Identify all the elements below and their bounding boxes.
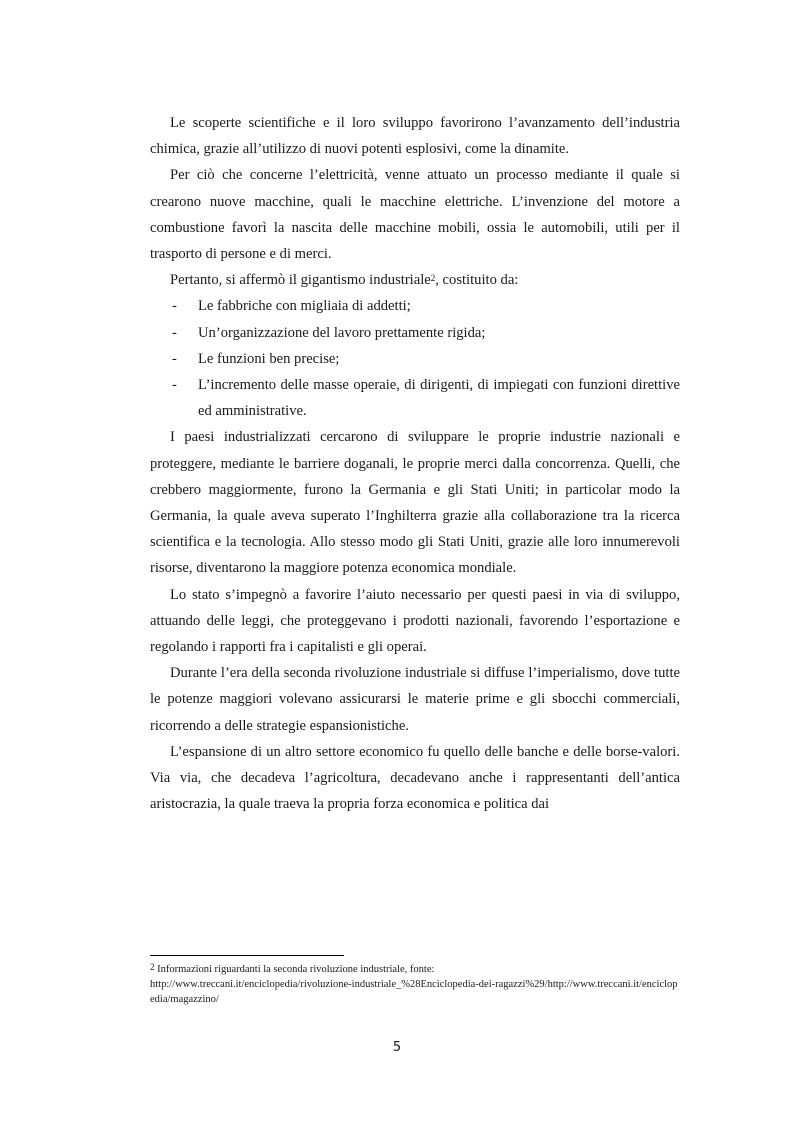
footnote-line	[150, 962, 680, 977]
paragraph: Durante l’era della seconda rivoluzione industriale si diffuse l’imperialismo, dove tutte le potenze maggiori volevano assicurarsi le materie prime e gli sbocchi commerciali, ricorrendo a delle strategie espansionistiche.	[150, 665, 680, 734]
footnote-separator	[150, 955, 344, 956]
paragraph-text: , costituito da:	[435, 272, 519, 289]
footnote-reference[interactable]: 2	[430, 273, 436, 284]
list-item	[150, 372, 680, 424]
document-body	[150, 110, 680, 817]
footnote-url[interactable]: http://www.treccani.it/enciclopedia/rivoluzione-industriale_%28Enciclopedia-dei-ragazzi%29/http://www.treccani.it/enciclopedia/magazzino/	[150, 979, 678, 1005]
paragraph	[150, 267, 680, 293]
list-item	[150, 293, 680, 319]
footnote	[150, 962, 680, 1007]
paragraph-text: Pertanto, si affermò il gigantismo industriale	[170, 272, 431, 289]
paragraph: L’espansione di un altro settore economico fu quello delle banche e delle borse-valori. Via via, che decadeva l’agricoltura, decadevano anche i rappresentanti dell’antica aristocrazia, la quale traeva la propria forza economica e politica dai	[150, 743, 680, 813]
paragraph: Le scoperte scientifiche e il loro sviluppo favorirono l’avanzamento dell’industria chimica, grazie all’utilizzo di nuovi potenti esplosivi, come la dinamite.	[150, 115, 680, 158]
paragraph: I paesi industrializzati cercarono di sviluppare le proprie industrie nazionali e proteggere, mediante le barriere doganali, le proprie merci dalla concorrenza. Quelli, che crebbero maggiormente, furono la Germania e gli Stati Uniti; in particolar modo la Germania, la quale aveva superato l’Inghilterra grazie alla collaborazione tra la ricerca scientifica e la tecnologia. Allo stesso modo gli Stati Uniti, grazie alle loro innumerevoli risorse, diventarono la maggiore potenza economica mondiale.	[150, 429, 680, 577]
footnote-marker: 2	[150, 962, 155, 972]
list-item-text: Un’organizzazione del lavoro prettamente rigida;	[198, 324, 486, 341]
list-marker: -	[172, 298, 177, 315]
list-item-text: Le fabbriche con migliaia di addetti;	[198, 298, 411, 315]
list-marker: -	[172, 350, 177, 367]
paragraph: Per ciò che concerne l’elettricità, venne attuato un processo mediante il quale si crearono nuove macchine, quali le macchine elettriche. L’invenzione del motore a combustione favorì la nascita delle macchine mobili, ossia le automobili, utili per il trasporto di persone e di merci.	[150, 167, 680, 263]
list-item	[150, 346, 680, 372]
list-item	[150, 320, 680, 346]
footnote-text: Informazioni riguardanti la seconda rivoluzione industriale, fonte:	[154, 964, 435, 975]
list-item-text: L’incremento delle masse operaie, di dirigenti, di impiegati con funzioni direttive ed amministrative.	[198, 377, 680, 420]
list-marker: -	[172, 377, 177, 394]
page-number: 5	[392, 1040, 402, 1055]
list-item-text: Le funzioni ben precise;	[198, 350, 340, 367]
paragraph: Lo stato s’impegnò a favorire l’aiuto necessario per questi paesi in via di sviluppo, attuando delle leggi, che proteggevano i prodotti nazionali, favorendo l’esportazione e regolando i rapporti fra i capitalisti e gli operai.	[150, 586, 680, 656]
list-marker: -	[172, 324, 177, 341]
bullet-list	[150, 293, 680, 424]
